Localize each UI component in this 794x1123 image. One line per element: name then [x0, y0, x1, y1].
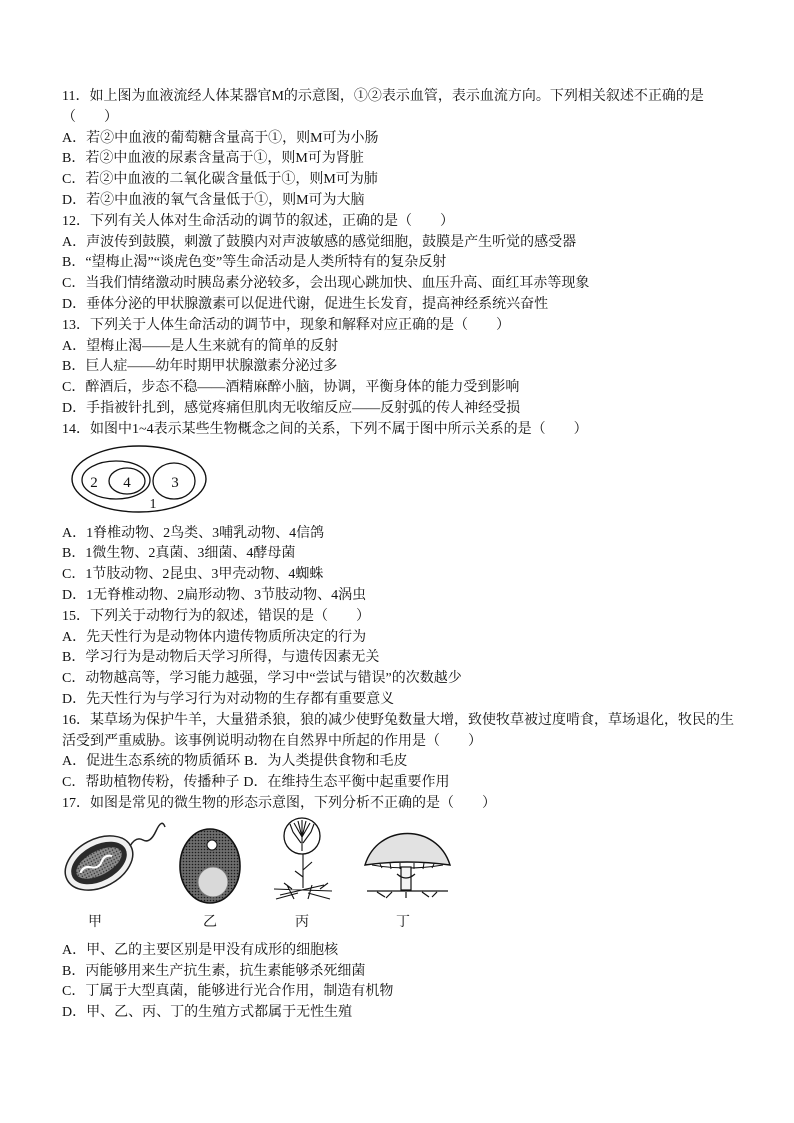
concept-relation-diagram — [62, 441, 752, 524]
question-stem: 17．如图是常见的微生物的形态示意图，下列分析不正确的是（ ） — [62, 795, 496, 811]
option-c: C．丁属于大型真菌，能够进行光合作用，制造有机物 — [62, 984, 394, 1000]
question-stem: 13．下列关于人体生命活动的调节中，现象和解释对应正确的是（ ） — [62, 317, 510, 333]
question-stem: 14．如图中1~4表示某些生物概念之间的关系，下列不属于图中所示关系的是（ ） — [62, 421, 588, 437]
option-row — [62, 752, 752, 773]
option-a: A．先天性行为是动物体内遗传物质所决定的行为 — [62, 629, 367, 645]
question-stem: 11．如上图为血液流经人体某器官M的示意图，①②表示血管，表示血流方向。下列相关叙述不正确的是 — [62, 89, 704, 104]
question-stem: 15．下列关于动物行为的叙述，错误的是（ ） — [62, 608, 370, 624]
mushroom-mycelium — [367, 891, 448, 898]
option-c: C．当我们情绪激动时胰岛素分泌较多，会出现心跳加快、血压升高、面红耳赤等现象 — [62, 276, 590, 292]
question-stem: （ ） — [62, 109, 118, 125]
question-16 — [62, 711, 752, 794]
option-b: B．为人类提供食物和毛皮 — [244, 754, 408, 770]
yeast-vacuole — [198, 867, 228, 897]
bacterium-drawing — [62, 823, 165, 901]
label-yi: 乙 — [203, 914, 217, 930]
option-b: B．学习行为是动物后天学习所得，与遗传因素无关 — [62, 650, 380, 666]
microorganism-svg — [62, 815, 462, 941]
question-list — [62, 87, 752, 1024]
set-2-label: 2 — [90, 474, 98, 491]
label-bing: 丙 — [295, 914, 309, 930]
option-a: A．若②中血液的葡萄糖含量高于①，则M可为小肠 — [62, 130, 379, 146]
label-ding: 丁 — [396, 914, 410, 930]
option-a: A．1脊椎动物、2鸟类、3哺乳动物、4信鸽 — [62, 525, 325, 541]
option-b: B．若②中血液的尿素含量高于①，则M可为肾脏 — [62, 151, 364, 167]
label-jia: 甲 — [88, 914, 102, 930]
option-c: C．动物越高等，学习能力越强，学习中“尝试与错误”的次数越少 — [62, 671, 462, 687]
option-b: B．丙能够用来生产抗生素，抗生素能够杀死细菌 — [62, 963, 366, 979]
question-11 — [62, 87, 752, 212]
question-13 — [62, 316, 752, 420]
mold-stalk — [295, 854, 312, 888]
set-3-label: 3 — [171, 474, 179, 491]
concept-relation-svg — [62, 441, 222, 524]
yeast-nucleus — [207, 840, 217, 850]
option-row — [62, 773, 752, 794]
option-c: C．醉酒后，步态不稳——酒精麻醉小脑，协调，平衡身体的能力受到影响 — [62, 380, 520, 396]
option-a: A．声波传到鼓膜，刺激了鼓膜内对声波敏感的感觉细胞，鼓膜是产生听觉的感受器 — [62, 234, 577, 250]
option-b: B．“望梅止渴”“谈虎色变”等生命活动是人类所特有的复杂反射 — [62, 255, 447, 271]
yeast-drawing — [180, 829, 240, 903]
option-a: A．甲、乙的主要区别是甲没有成形的细胞核 — [62, 942, 339, 958]
question-17 — [62, 794, 752, 1024]
option-d: D．甲、乙、丙、丁的生殖方式都属于无性生殖 — [62, 1005, 353, 1021]
question-12 — [62, 212, 752, 316]
set-4-label: 4 — [123, 474, 131, 491]
option-d: D．先天性行为与学习行为对动物的生存都有重要意义 — [62, 691, 395, 707]
question-14 — [62, 420, 752, 607]
option-a: A．促进生态系统的物质循环 — [62, 754, 241, 770]
mushroom-cap — [365, 833, 450, 865]
mold-drawing — [274, 818, 332, 899]
option-d: D．1无脊椎动物、2扁形动物、3节肢动物、4涡虫 — [62, 587, 367, 603]
set-1-label: 1 — [149, 496, 157, 512]
option-b: B．1微生物、2真菌、3细菌、4酵母菌 — [62, 546, 296, 562]
option-d: D．在维持生态平衡中起重要作用 — [243, 775, 450, 791]
question-stem: 活受到严重威胁。该事例说明动物在自然界中所起的作用是（ ） — [62, 733, 482, 749]
option-c: C．若②中血液的二氧化碳含量低于①，则M可为肺 — [62, 172, 378, 188]
microorganism-diagram — [62, 815, 752, 941]
option-c: C．1节肢动物、2昆虫、3甲壳动物、4蜘蛛 — [62, 567, 324, 583]
bacterium-flagellum — [130, 823, 165, 846]
option-d: D．若②中血液的氧气含量低于①，则M可为大脑 — [62, 192, 365, 208]
option-c: C．帮助植物传粉，传播种子 — [62, 775, 240, 791]
option-d: D．垂体分泌的甲状腺激素可以促进代谢，促进生长发育，提高神经系统兴奋性 — [62, 296, 549, 312]
question-15 — [62, 607, 752, 711]
option-b: B．巨人症——幼年时期甲状腺激素分泌过多 — [62, 359, 338, 375]
mushroom-drawing — [365, 833, 450, 898]
option-a: A．望梅止渴——是人生来就有的简单的反射 — [62, 338, 339, 354]
question-stem: 12．下列有关人体对生命活动的调节的叙述，正确的是（ ） — [62, 213, 454, 229]
option-d: D．手指被针扎到，感觉疼痛但肌肉无收缩反应——反射弧的传人神经受损 — [62, 400, 521, 416]
question-stem: 16．某草场为保护牛羊，大量猎杀狼，狼的减少使野兔数量大增，致使牧草被过度啃食，草场退化，牧民的生 — [62, 712, 734, 728]
